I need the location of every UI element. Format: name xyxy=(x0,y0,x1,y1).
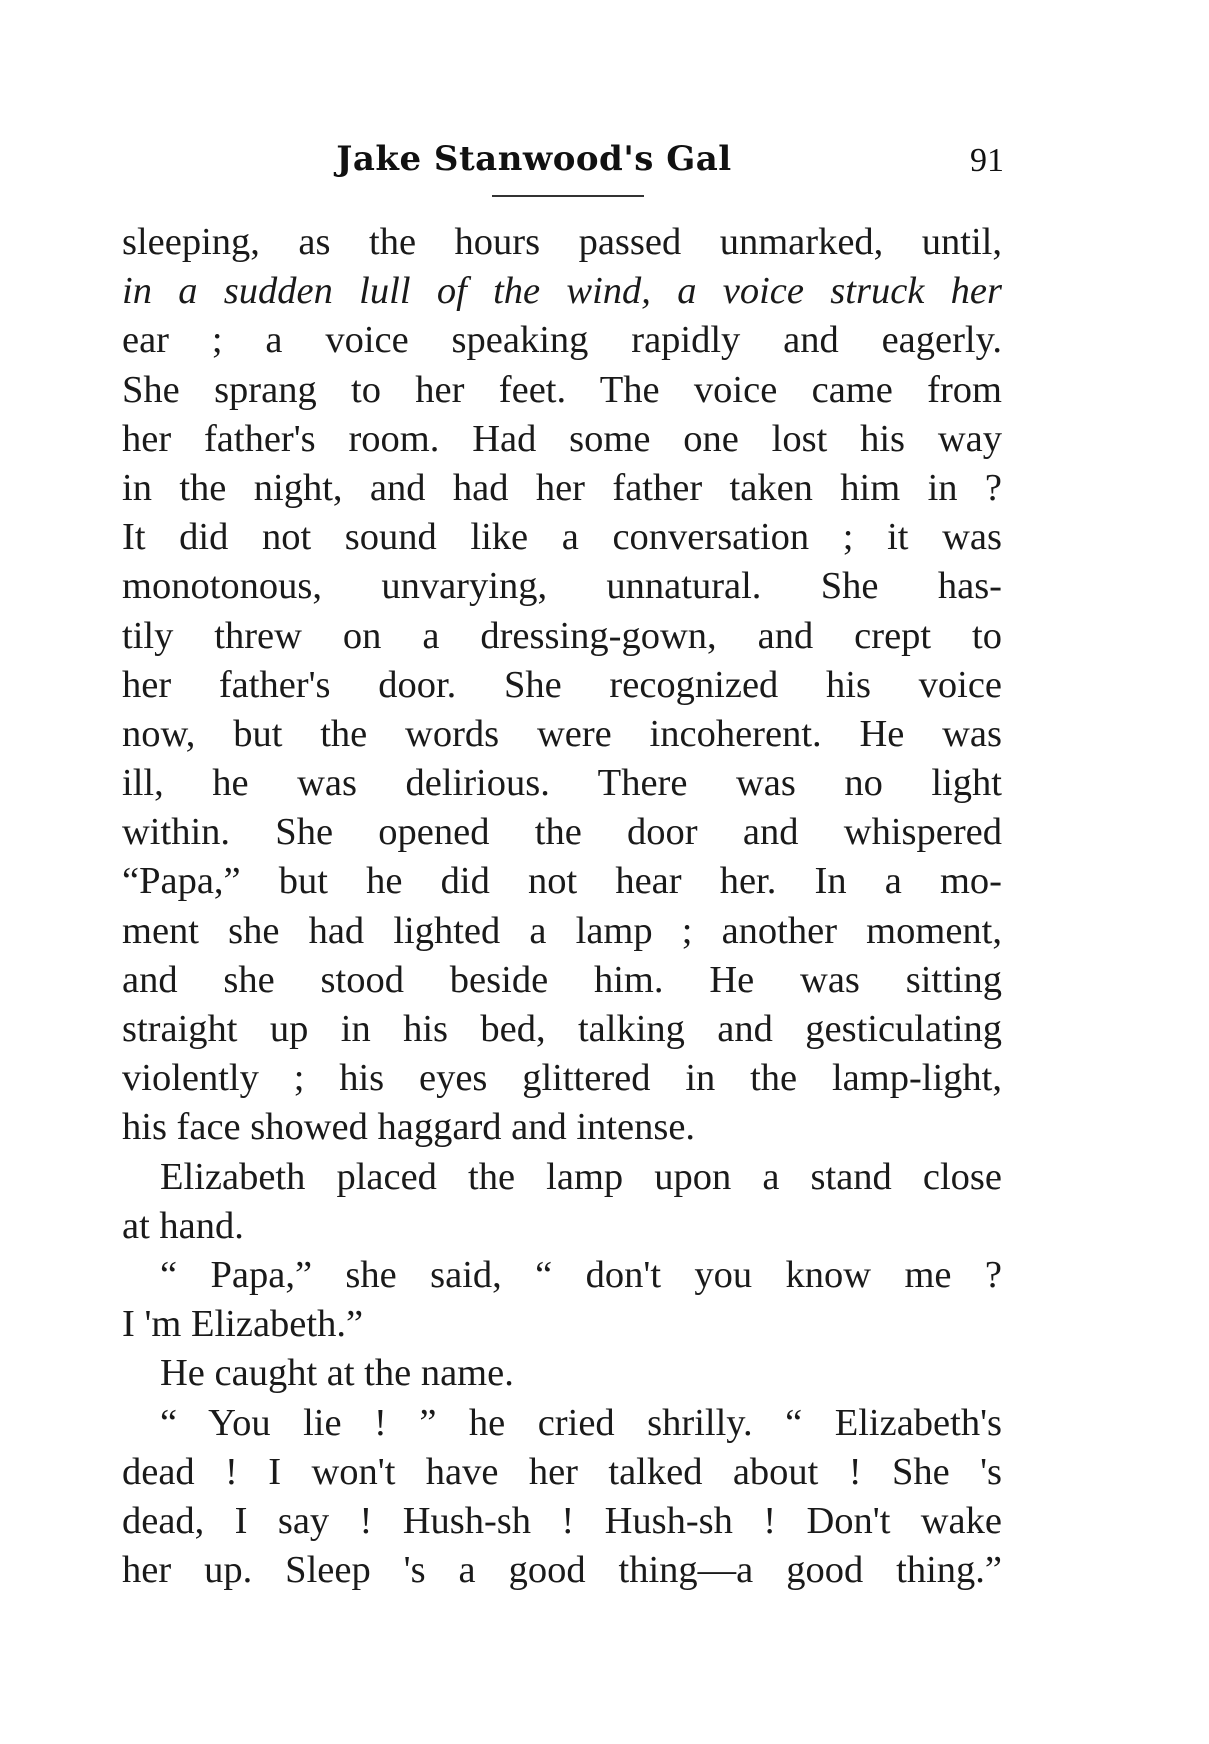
text-line: her father's door. She recognized his voice xyxy=(122,663,1002,706)
text-line: “ You lie ! ” he cried shrilly. “ Elizabeth's xyxy=(160,1401,1002,1444)
page-number: 91 xyxy=(970,142,1004,179)
text-line: his face showed haggard and intense. xyxy=(122,1106,696,1149)
text-line: dead ! I won't have her talked about ! She 's xyxy=(122,1450,1002,1493)
text-line: “ Papa,” she said, “ don't you know me ? xyxy=(160,1253,1002,1296)
text-line: tily threw on a dressing-gown, and crept to xyxy=(122,614,1002,657)
text-line: It did not sound like a conversation ; it was xyxy=(122,516,1002,559)
text-line: now, but the words were incoherent. He was xyxy=(122,712,1002,755)
text-line: ill, he was delirious. There was no light xyxy=(122,762,1002,805)
text-line: in a sudden lull of the wind, a voice struck her xyxy=(122,270,1002,313)
text-line: dead, I say ! Hush-sh ! Hush-sh ! Don't wake xyxy=(122,1499,1002,1542)
text-line: at hand. xyxy=(122,1204,244,1247)
text-line: She sprang to her feet. The voice came from xyxy=(122,368,1002,411)
text-line: monotonous, unvarying, unnatural. She has- xyxy=(122,565,1002,608)
head-rule xyxy=(492,195,644,197)
text-line: in the night, and had her father taken him in ? xyxy=(122,466,1002,509)
text-line: “Papa,” but he did not hear her. In a mo- xyxy=(122,860,1002,903)
text-line: within. She opened the door and whispered xyxy=(122,811,1002,854)
text-line: her up. Sleep 's a good thing—a good thing.” xyxy=(122,1549,1002,1592)
text-line: He caught at the name. xyxy=(160,1352,514,1395)
text-line: straight up in his bed, talking and gesticulating xyxy=(122,1008,1002,1050)
text-line: and she stood beside him. He was sitting xyxy=(122,958,1002,1001)
text-line: Elizabeth placed the lamp upon a stand close xyxy=(160,1155,1002,1198)
text-line: I 'm Elizabeth.” xyxy=(122,1303,364,1346)
text-line: ear ; a voice speaking rapidly and eagerly. xyxy=(122,319,1002,362)
text-line: violently ; his eyes glittered in the lamp-light, xyxy=(122,1057,1002,1100)
text-line: her father's room. Had some one lost his way xyxy=(122,417,1002,460)
running-title: Jake Stanwood's Gal xyxy=(336,139,732,179)
body-text xyxy=(122,218,1002,1595)
running-head xyxy=(124,134,1004,184)
text-line: ment she had lighted a lamp ; another moment, xyxy=(122,909,1002,952)
text-line: sleeping, as the hours passed unmarked, until, xyxy=(122,221,1002,263)
